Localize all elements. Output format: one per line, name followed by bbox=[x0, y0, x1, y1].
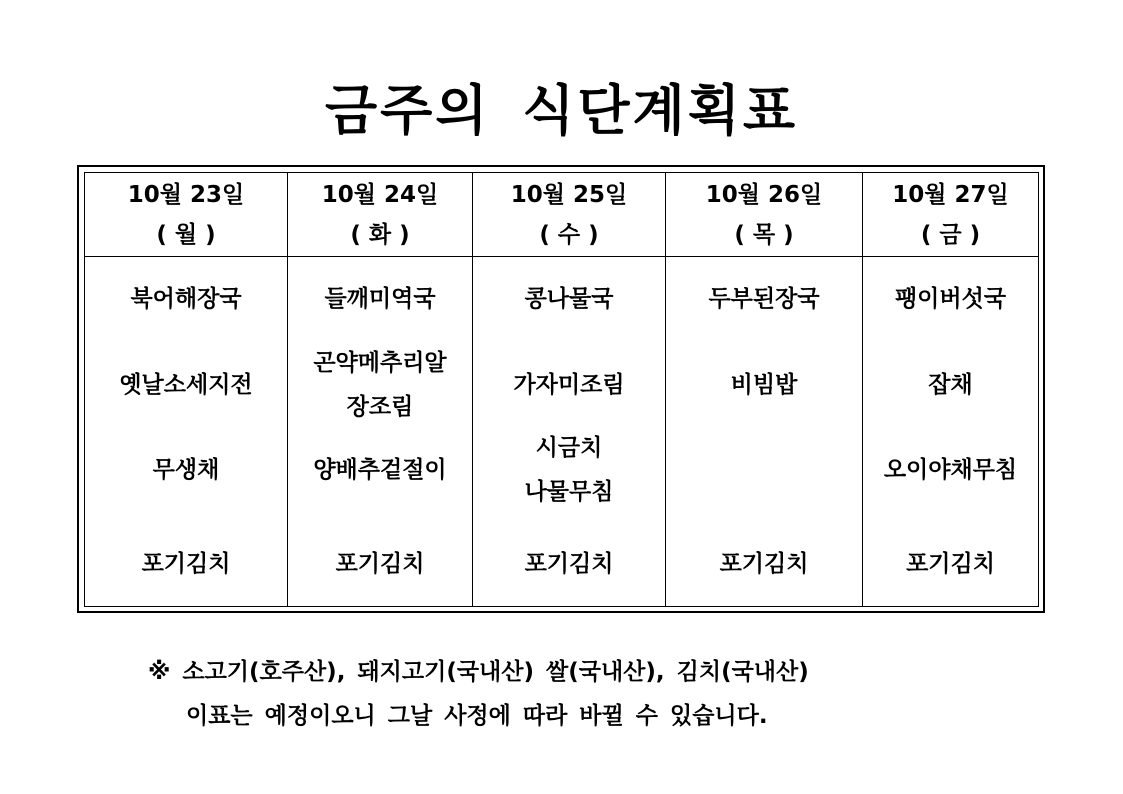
day-weekday: ( 목 ) bbox=[734, 221, 794, 248]
menu-item: 들깨미역국 bbox=[324, 286, 436, 312]
menu-item: 포기김치 bbox=[335, 551, 425, 577]
menu-item: 가자미조림 bbox=[513, 372, 625, 398]
menu-item: 오이야채무침 bbox=[883, 457, 1018, 483]
menu-item: 무생채 bbox=[152, 457, 220, 483]
menu-item: 포기김치 bbox=[524, 551, 614, 577]
menu-item: 잡채 bbox=[928, 372, 973, 398]
menu-item: 두부된장국 bbox=[708, 286, 820, 312]
menu-item: 포기김치 bbox=[906, 551, 995, 577]
day-weekday: ( 금 ) bbox=[920, 221, 981, 248]
menu-item: 북어해장국 bbox=[130, 286, 242, 312]
day-header-tue bbox=[288, 173, 473, 257]
menu-item: 포기김치 bbox=[719, 551, 809, 577]
day-weekday: ( 월 ) bbox=[156, 221, 216, 248]
header-row bbox=[85, 173, 1039, 257]
menu-row bbox=[85, 257, 1039, 607]
day-header-fri bbox=[863, 173, 1039, 257]
menu-column-tue bbox=[288, 257, 473, 607]
day-header-thu bbox=[666, 173, 863, 257]
page-title: 금주의 식단계획표 bbox=[324, 79, 799, 142]
menu-item: 양배추겉절이 bbox=[313, 457, 447, 483]
menu-item: 옛날소세지전 bbox=[119, 372, 253, 398]
day-header-mon bbox=[85, 173, 288, 257]
menu-column-thu bbox=[666, 257, 863, 607]
menu-item: 포기김치 bbox=[141, 551, 231, 577]
weekly-menu-table bbox=[84, 172, 1039, 607]
menu-table-frame bbox=[77, 165, 1045, 613]
origin-notice: ※ 소고기(호주산), 돼지고기(국내산) 쌀(국내산), 김치(국내산) bbox=[148, 659, 809, 685]
day-date: 10월 23일 bbox=[127, 181, 245, 208]
menu-item: 비빔밥 bbox=[730, 372, 798, 398]
menu-item: 곤약메추리알 장조림 bbox=[313, 350, 447, 420]
menu-item: 콩나물국 bbox=[524, 286, 614, 312]
day-date: 10월 26일 bbox=[705, 181, 823, 208]
menu-item: 팽이버섯국 bbox=[894, 286, 1007, 312]
day-weekday: ( 수 ) bbox=[539, 221, 599, 248]
day-weekday: ( 화 ) bbox=[350, 221, 410, 248]
footnote bbox=[148, 650, 809, 738]
menu-item: 시금치 나물무침 bbox=[524, 435, 614, 505]
change-notice: 이표는 예정이오니 그날 사정에 따라 바뀔 수 있습니다. bbox=[186, 703, 768, 729]
day-date: 10월 25일 bbox=[510, 181, 628, 208]
menu-column-mon bbox=[85, 257, 288, 607]
day-date: 10월 24일 bbox=[321, 181, 439, 208]
day-header-wed bbox=[473, 173, 666, 257]
menu-column-wed bbox=[473, 257, 666, 607]
day-date: 10월 27일 bbox=[892, 181, 1009, 208]
menu-column-fri bbox=[863, 257, 1039, 607]
